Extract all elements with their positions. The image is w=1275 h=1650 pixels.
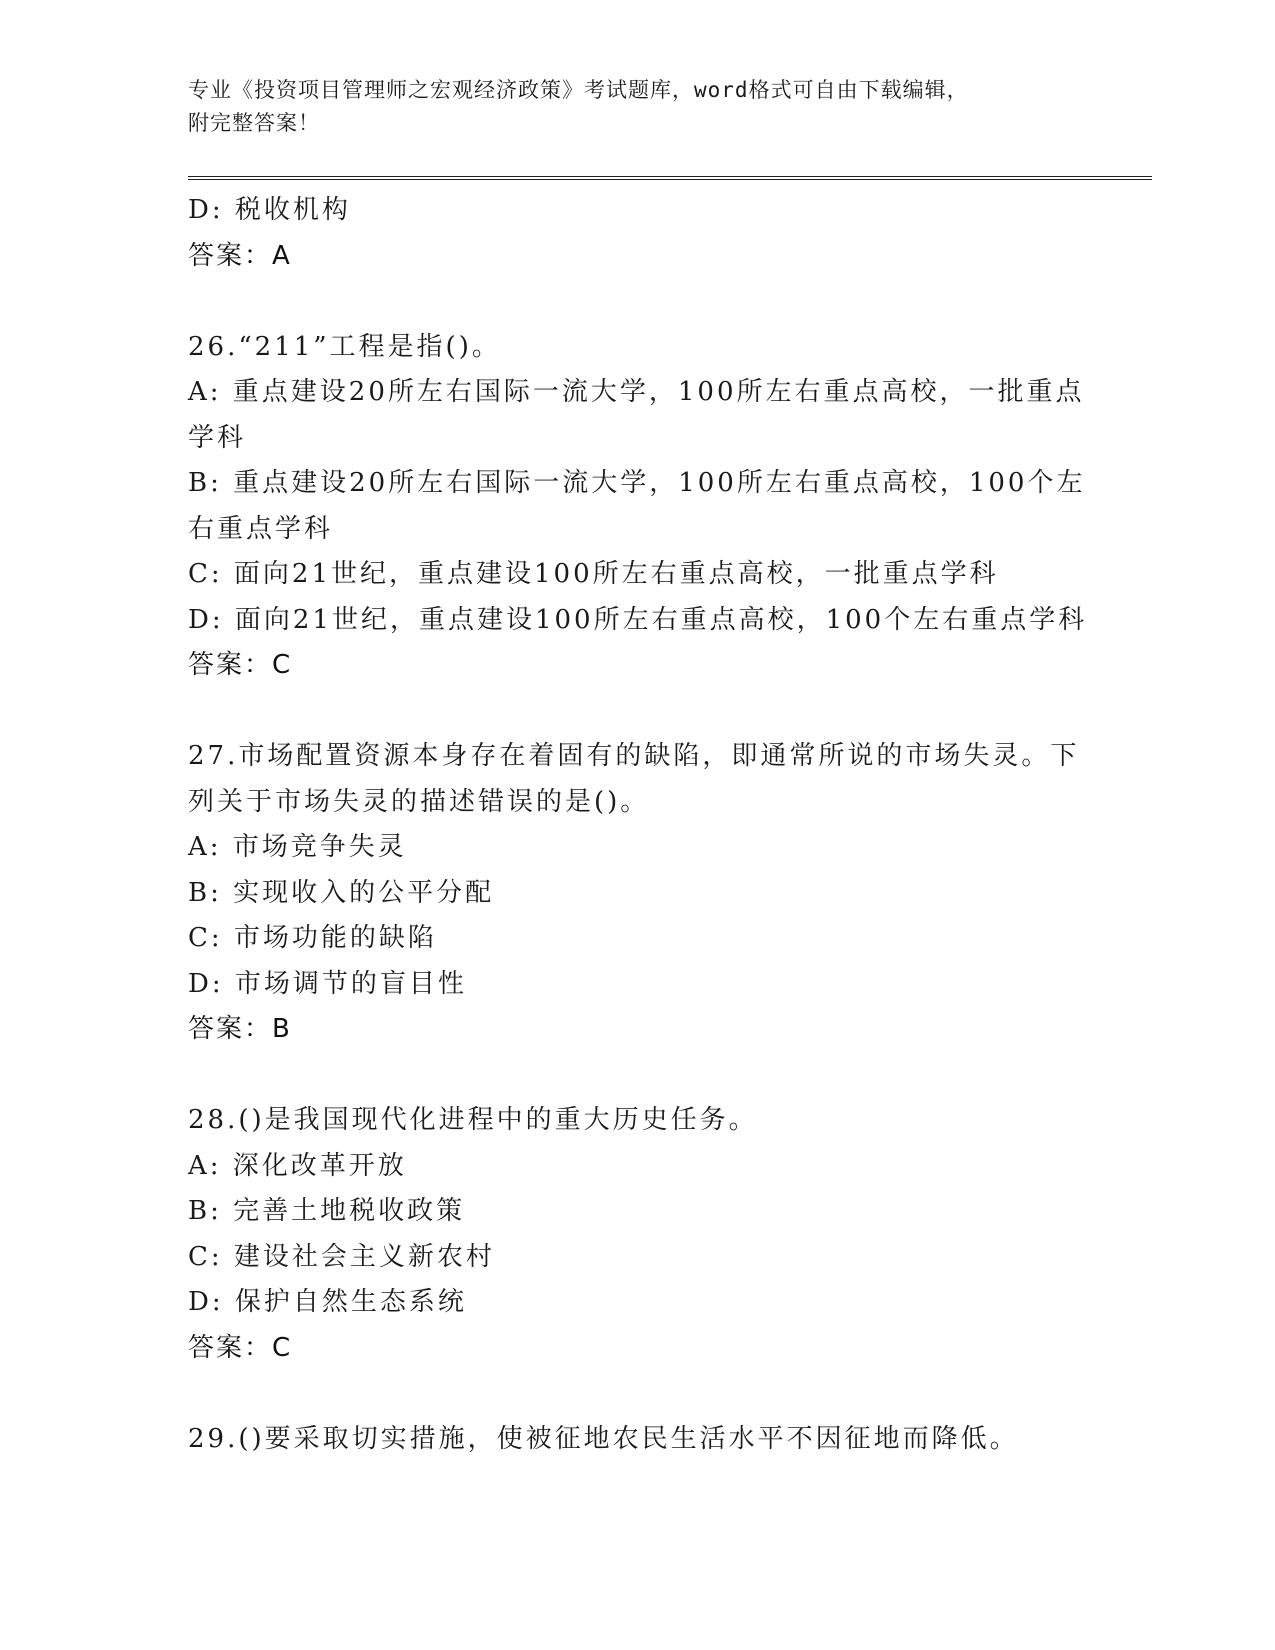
spacer (188, 1053, 1088, 1099)
header-line-1: 专业《投资项目管理师之宏观经济政策》考试题库，word格式可自由下载编辑， (188, 78, 969, 102)
answer-label: 答案：C (188, 650, 293, 680)
page-header (188, 74, 1068, 140)
question-stem-continued: 列关于市场失灵的描述错误的是()。 (188, 786, 650, 817)
question-stem: 28.()是我国现代化进程中的重大历史任务。 (188, 1105, 758, 1135)
spacer (188, 1371, 1088, 1417)
option-c: C: 建设社会主义新农村 (188, 1241, 495, 1272)
option-a: A: 深化改革开放 (188, 1150, 407, 1181)
spacer (188, 279, 1088, 325)
option-b: B: 重点建设20所左右国际一流大学，100所左右重点高校，100个左 (188, 468, 1086, 498)
question-29 (188, 1417, 1088, 1463)
question-26 (188, 325, 1088, 689)
option-c: C: 市场功能的缺陷 (188, 923, 437, 953)
question-stem: 26.“211”工程是指()。 (188, 331, 501, 362)
question-28 (188, 1098, 1088, 1371)
option-c: C: 面向21世纪，重点建设100所左右重点高校，一批重点学科 (188, 559, 999, 589)
option-b: B: 实现收入的公平分配 (188, 877, 495, 908)
option-d: D: 保护自然生态系统 (188, 1287, 467, 1317)
header-divider (188, 176, 1152, 180)
question-25-tail (188, 188, 1088, 279)
option-a: A: 市场竞争失灵 (188, 832, 407, 862)
option-d: D: 面向21世纪，重点建设100所左右重点高校，100个左右重点学科 (188, 604, 1088, 635)
spacer (188, 689, 1088, 735)
answer-label: 答案：C (188, 1332, 293, 1363)
option-b: B: 完善土地税收政策 (188, 1196, 466, 1226)
option-d: D: 市场调节的盲目性 (188, 968, 467, 999)
option-a-continued: 学科 (188, 422, 247, 453)
answer-label: 答案：A (188, 240, 292, 271)
question-27 (188, 734, 1088, 1053)
header-line-2: 附完整答案！ (188, 111, 320, 135)
option-b-continued: 右重点学科 (188, 513, 334, 544)
option-d: D: 税收机构 (188, 195, 351, 225)
question-stem: 27.市场配置资源本身存在着固有的缺陷，即通常所说的市场失灵。下 (188, 741, 1080, 771)
answer-label: 答案：B (188, 1014, 292, 1044)
question-stem: 29.()要采取切实措施，使被征地农民生活水平不因征地而降低。 (188, 1423, 1019, 1454)
question-list (188, 188, 1088, 1462)
option-a: A: 重点建设20所左右国际一流大学，100所左右重点高校，一批重点 (188, 377, 1085, 407)
